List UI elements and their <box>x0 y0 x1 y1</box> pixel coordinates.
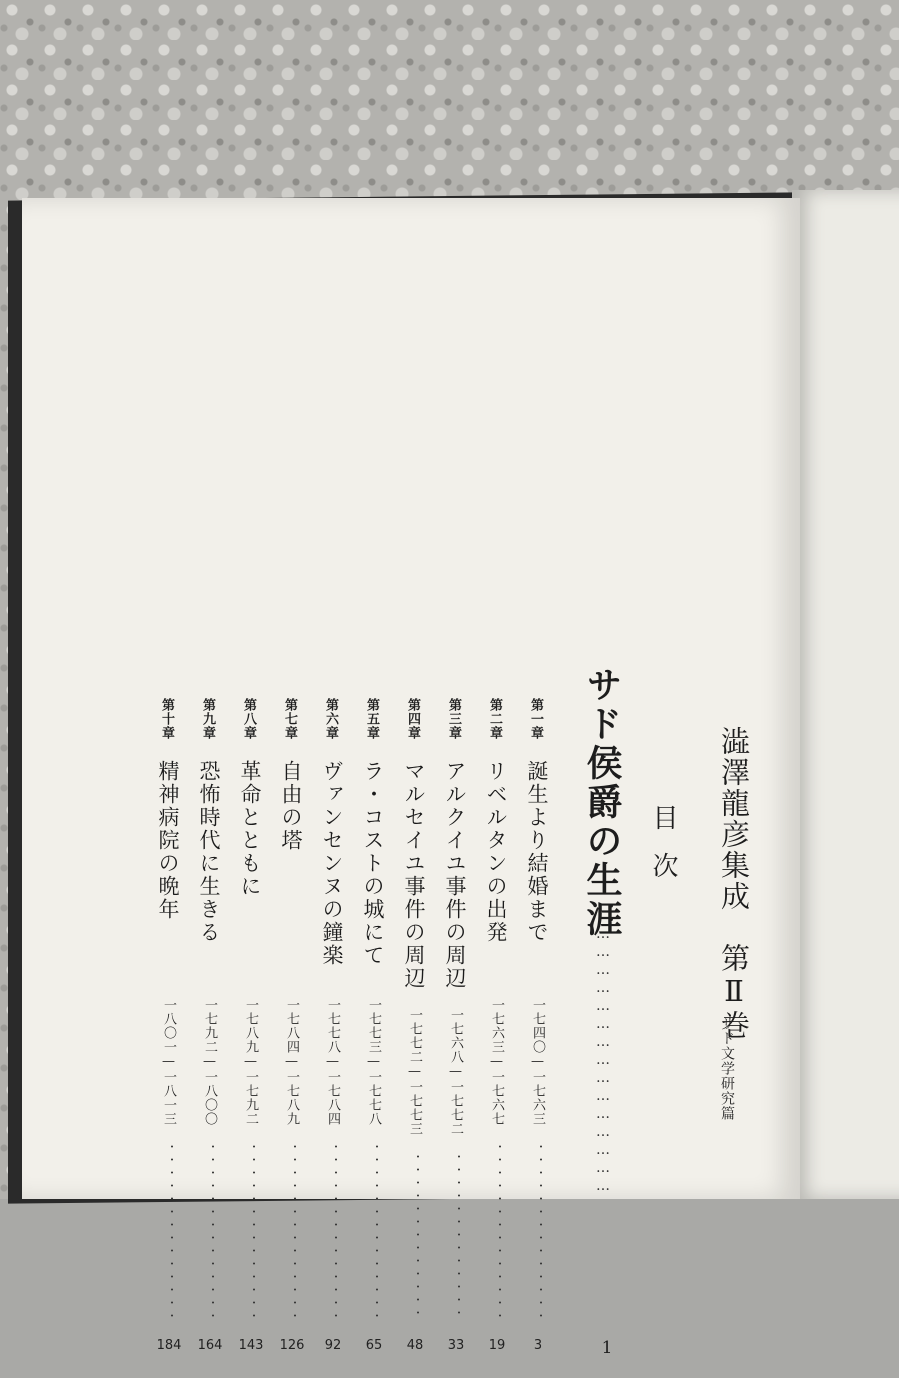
chapter-years: 一七六三—一七六七 <box>489 998 504 1126</box>
chapter-label: 第八章 <box>241 698 256 740</box>
chapter-page-number: 92 <box>324 1338 342 1353</box>
chapter-label: 第四章 <box>405 698 420 740</box>
chapter-years: 一七六八—一七七二 <box>448 1008 463 1136</box>
series-subtitle: サド文学研究篇 <box>719 1016 735 1121</box>
toc-entry <box>276 698 308 1378</box>
chapter-page-number: 33 <box>447 1338 465 1353</box>
toc-heading: 目次 <box>648 804 678 900</box>
toc-entry <box>194 698 226 1378</box>
chapter-years: 一七七八—一七八四 <box>325 998 340 1126</box>
chapter-years: 一七九二—一八〇〇 <box>202 998 217 1126</box>
chapter-label: 第十章 <box>159 698 174 740</box>
chapter-page-number: 65 <box>365 1338 383 1353</box>
chapter-leader-dots: ・・・・・・・・・・・・・ <box>452 1151 465 1320</box>
chapter-leader-dots: ・・・・・・・・・・・・・・ <box>534 1141 547 1323</box>
chapter-title: リベルタンの出発 <box>484 760 508 944</box>
chapter-years: 一七七二—一七七三 <box>407 1008 422 1136</box>
chapter-years: 一七八四—一七八九 <box>284 998 299 1126</box>
chapter-leader-dots: ・・・・・・・・・・・・・・ <box>206 1141 219 1323</box>
chapter-title: アルクイユ事件の周辺 <box>443 760 467 990</box>
chapter-years: 一七八九—一七九二 <box>243 998 258 1126</box>
chapter-label: 第九章 <box>200 698 215 740</box>
chapter-label: 第五章 <box>364 698 379 740</box>
toc-entry <box>522 698 554 1378</box>
right-page <box>792 190 899 1199</box>
chapter-title: マルセイユ事件の周辺 <box>402 760 426 990</box>
toc-entry <box>317 698 349 1378</box>
toc-entry <box>440 698 472 1378</box>
chapter-leader-dots: ・・・・・・・・・・・・・・ <box>288 1141 301 1323</box>
main-title: サド侯爵の生涯 <box>581 666 623 939</box>
chapter-label: 第一章 <box>528 698 543 740</box>
series-title: 澁澤龍彦集成 第Ⅱ巻 <box>717 726 751 1041</box>
main-title-leader: ……………………………………… <box>595 926 611 1196</box>
toc-entry <box>153 698 185 1378</box>
chapter-label: 第六章 <box>323 698 338 740</box>
toc-entry <box>358 698 390 1378</box>
toc-entry <box>399 698 431 1378</box>
chapter-title: 自由の塔 <box>279 760 303 852</box>
chapter-leader-dots: ・・・・・・・・・・・・・・ <box>370 1141 383 1323</box>
chapter-label: 第二章 <box>487 698 502 740</box>
chapter-leader-dots: ・・・・・・・・・・・・・・ <box>165 1141 178 1323</box>
chapter-label: 第七章 <box>282 698 297 740</box>
chapter-page-number: 3 <box>533 1338 543 1353</box>
chapter-page-number: 126 <box>279 1338 305 1353</box>
chapter-page-number: 184 <box>156 1338 182 1353</box>
chapter-title: ヴァンセンヌの鐘楽 <box>320 760 344 967</box>
main-title-page: 1 <box>597 1338 617 1358</box>
chapter-years: 一七七三—一七七八 <box>366 998 381 1126</box>
chapter-page-number: 19 <box>488 1338 506 1353</box>
toc-entry <box>235 698 267 1378</box>
chapter-label: 第三章 <box>446 698 461 740</box>
chapter-title: 誕生より結婚まで <box>525 760 549 944</box>
chapter-leader-dots: ・・・・・・・・・・・・・・ <box>493 1141 506 1323</box>
chapter-title: 恐怖時代に生きる <box>197 760 221 944</box>
chapter-page-number: 143 <box>238 1338 264 1353</box>
chapter-years: 一八〇一—一八一三 <box>161 998 176 1126</box>
table-of-contents-page <box>22 198 800 1358</box>
chapter-title: 革命とともに <box>238 760 262 898</box>
chapter-leader-dots: ・・・・・・・・・・・・・・ <box>247 1141 260 1323</box>
chapter-leader-dots: ・・・・・・・・・・・・・・ <box>329 1141 342 1323</box>
toc-entry <box>481 698 513 1378</box>
chapter-page-number: 164 <box>197 1338 223 1353</box>
chapter-page-number: 48 <box>406 1338 424 1353</box>
chapter-title: 精神病院の晩年 <box>156 760 180 921</box>
chapter-title: ラ・コストの城にて <box>361 760 385 967</box>
chapter-leader-dots: ・・・・・・・・・・・・・ <box>411 1151 424 1320</box>
chapter-years: 一七四〇—一七六三 <box>530 998 545 1126</box>
